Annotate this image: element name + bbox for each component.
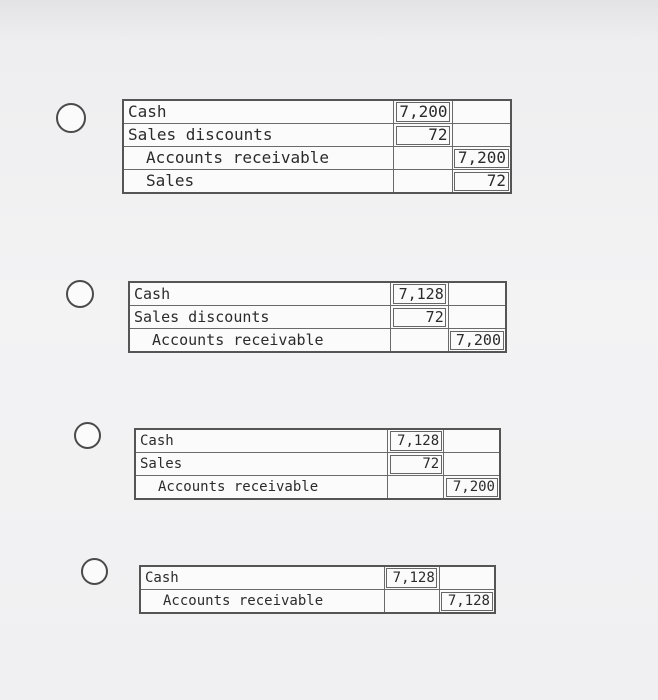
table-row [135, 429, 500, 453]
radio-option-1[interactable] [56, 103, 86, 133]
journal-entry-table-option-3 [134, 428, 501, 500]
credit-cell [448, 282, 506, 306]
radio-option-4[interactable] [81, 558, 108, 585]
table-row [135, 476, 500, 500]
debit-cell [394, 147, 452, 170]
table-row [123, 100, 511, 124]
table-row [123, 147, 511, 170]
table-row [123, 170, 511, 194]
debit-cell [394, 170, 452, 194]
debit-cell: 72 [394, 124, 452, 147]
account-cell: Sales [135, 453, 388, 476]
credit-cell [452, 124, 511, 147]
journal-entry-table-option-2 [128, 281, 507, 353]
account-cell: Accounts receivable [123, 147, 394, 170]
credit-cell: 7,200 [448, 329, 506, 353]
credit-cell [452, 100, 511, 124]
radio-option-3[interactable] [74, 422, 101, 449]
table-row [140, 590, 495, 614]
credit-cell: 72 [452, 170, 511, 194]
account-cell: Sales [123, 170, 394, 194]
journal-entry-table-option-1 [122, 99, 512, 194]
account-cell: Sales discounts [129, 306, 391, 329]
account-cell: Accounts receivable [140, 590, 384, 614]
account-cell: Cash [140, 566, 384, 590]
account-cell: Accounts receivable [129, 329, 391, 353]
journal-entry-table-option-4 [139, 565, 496, 614]
credit-cell [448, 306, 506, 329]
account-cell: Cash [129, 282, 391, 306]
credit-cell: 7,200 [444, 476, 500, 500]
debit-cell: 72 [391, 306, 448, 329]
debit-cell: 7,200 [394, 100, 452, 124]
table-row [129, 306, 506, 329]
credit-cell [444, 453, 500, 476]
table-row [129, 282, 506, 306]
table-row [140, 566, 495, 590]
debit-cell: 7,128 [384, 566, 439, 590]
radio-option-2[interactable] [66, 280, 94, 308]
credit-cell: 7,200 [452, 147, 511, 170]
account-cell: Accounts receivable [135, 476, 388, 500]
account-cell: Cash [123, 100, 394, 124]
table-row [135, 453, 500, 476]
credit-cell [444, 429, 500, 453]
debit-cell [384, 590, 439, 614]
debit-cell: 7,128 [388, 429, 444, 453]
debit-cell [388, 476, 444, 500]
account-cell: Sales discounts [123, 124, 394, 147]
debit-cell [391, 329, 448, 353]
credit-cell [439, 566, 495, 590]
debit-cell: 7,128 [391, 282, 448, 306]
credit-cell: 7,128 [439, 590, 495, 614]
table-row [129, 329, 506, 353]
table-row [123, 124, 511, 147]
account-cell: Cash [135, 429, 388, 453]
debit-cell: 72 [388, 453, 444, 476]
